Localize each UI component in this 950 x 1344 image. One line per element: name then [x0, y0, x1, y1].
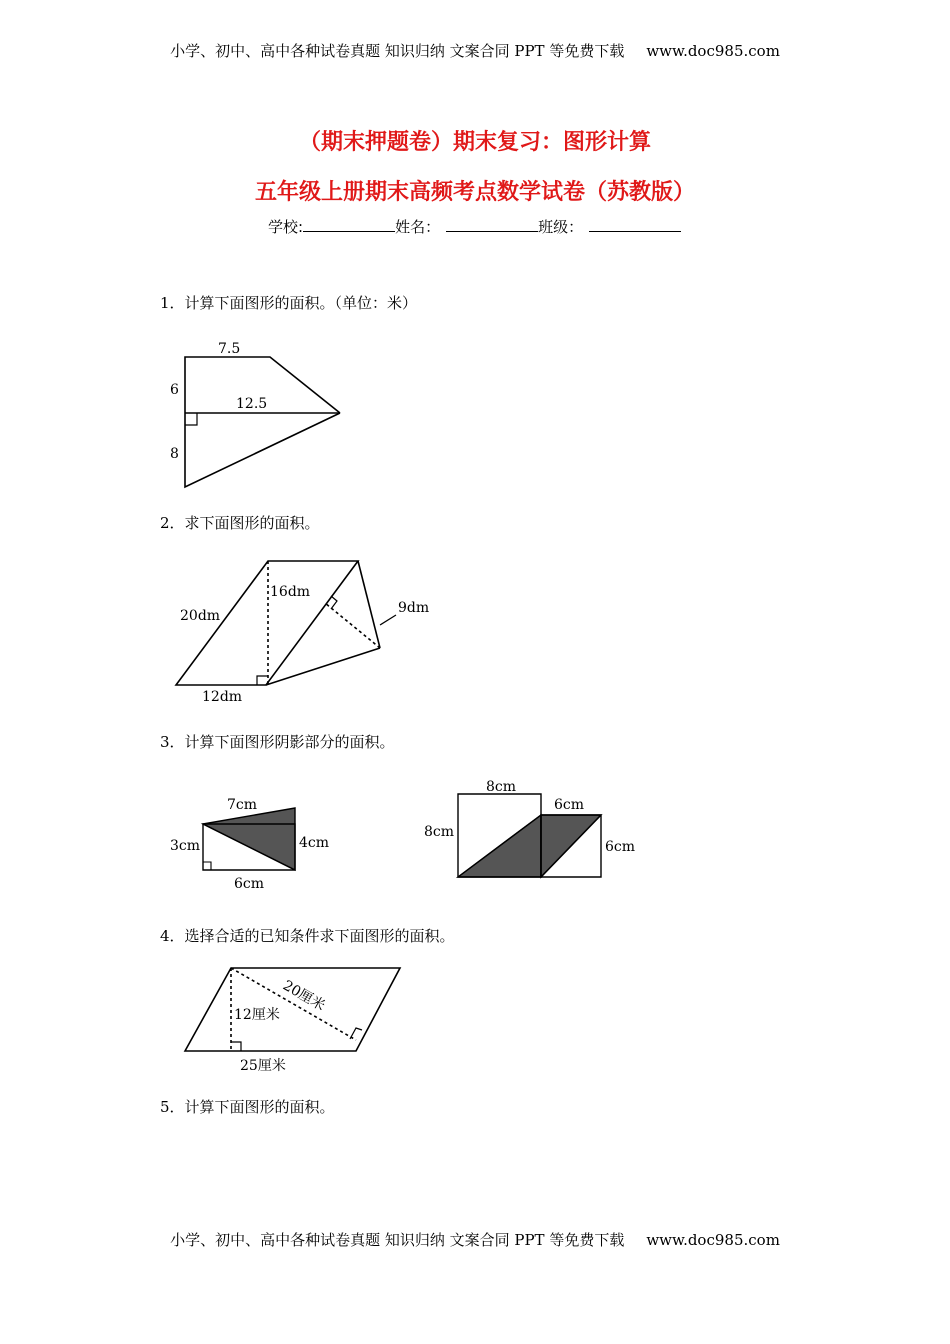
question-1: 1．计算下面图形的面积。（单位：米）: [160, 294, 418, 312]
title-line-2: 五年级上册期末高频考点数学试卷（苏教版）: [254, 180, 695, 205]
q4-right-angle-bottom: [231, 1042, 241, 1051]
q3a-label-right: 4cm: [299, 835, 330, 851]
figure-q1: [160, 330, 360, 500]
question-2: 2．求下面图形的面积。: [160, 514, 320, 532]
class-blank[interactable]: [589, 217, 681, 232]
q3a-label-bottom: 6cm: [234, 876, 265, 892]
title-line-1: （期末押题卷）期末复习：图形计算: [298, 130, 651, 155]
q4-label-20: 20厘米: [280, 977, 328, 1015]
q2-label-height: 16dm: [270, 584, 311, 600]
name-label: 姓名：: [395, 218, 441, 236]
name-blank[interactable]: [446, 217, 538, 232]
q4-label-25: 25厘米: [240, 1058, 286, 1074]
q1-label-left-top: 6: [170, 382, 179, 398]
figure-q4: [170, 960, 410, 1080]
q3a-shaded-triangle: [203, 808, 295, 870]
question-4: 4．选择合适的已知条件求下面图形的面积。: [160, 927, 455, 945]
question-5: 5．计算下面图形的面积。: [160, 1098, 335, 1116]
class-label: 班级：: [538, 218, 584, 236]
q2-bottom-right: [266, 648, 380, 685]
q4-height-20: [231, 968, 356, 1040]
student-info: [268, 216, 681, 237]
q1-label-left-bottom: 8: [170, 446, 179, 462]
q3a-right-angle: [203, 862, 211, 870]
q2-right-side: [358, 561, 380, 648]
figure-q2: [160, 550, 440, 710]
q1-bottom-triangle: [185, 413, 340, 487]
footer-url[interactable]: www.doc985.com: [646, 1231, 780, 1249]
q2-leader-9: [380, 615, 396, 625]
q2-height-9: [325, 603, 380, 648]
header-text: 小学、初中、高中各种试卷真题 知识归纳 文案合同 PPT 等免费下载: [170, 42, 625, 60]
figure-q3a: [160, 785, 350, 900]
q2-right-angle-diag: [331, 596, 337, 609]
q4-label-12: 12厘米: [234, 1007, 280, 1023]
q2-label-base: 12dm: [202, 689, 243, 705]
q2-label-slant: 20dm: [180, 608, 221, 624]
q3a-label-top: 7cm: [227, 797, 258, 813]
q3b-label-top-right: 6cm: [554, 797, 585, 813]
header-url[interactable]: www.doc985.com: [646, 42, 780, 60]
page-footer: [0, 1229, 950, 1250]
question-3: 3．计算下面图形阴影部分的面积。: [160, 733, 395, 751]
footer-text: 小学、初中、高中各种试卷真题 知识归纳 文案合同 PPT 等免费下载: [170, 1231, 625, 1249]
q1-label-middle: 12.5: [236, 396, 268, 412]
q3b-label-top: 8cm: [486, 779, 517, 795]
page-header: [0, 40, 950, 61]
q1-label-top: 7.5: [218, 341, 241, 357]
q3a-label-left: 3cm: [170, 838, 201, 854]
q3b-label-right: 6cm: [605, 839, 636, 855]
school-blank[interactable]: [303, 217, 395, 232]
q1-right-angle-mark: [185, 413, 197, 425]
school-label: 学校:: [268, 218, 304, 236]
q2-label-9dm: 9dm: [398, 600, 430, 616]
q3b-label-left: 8cm: [424, 824, 455, 840]
figure-q3b: [420, 775, 660, 885]
